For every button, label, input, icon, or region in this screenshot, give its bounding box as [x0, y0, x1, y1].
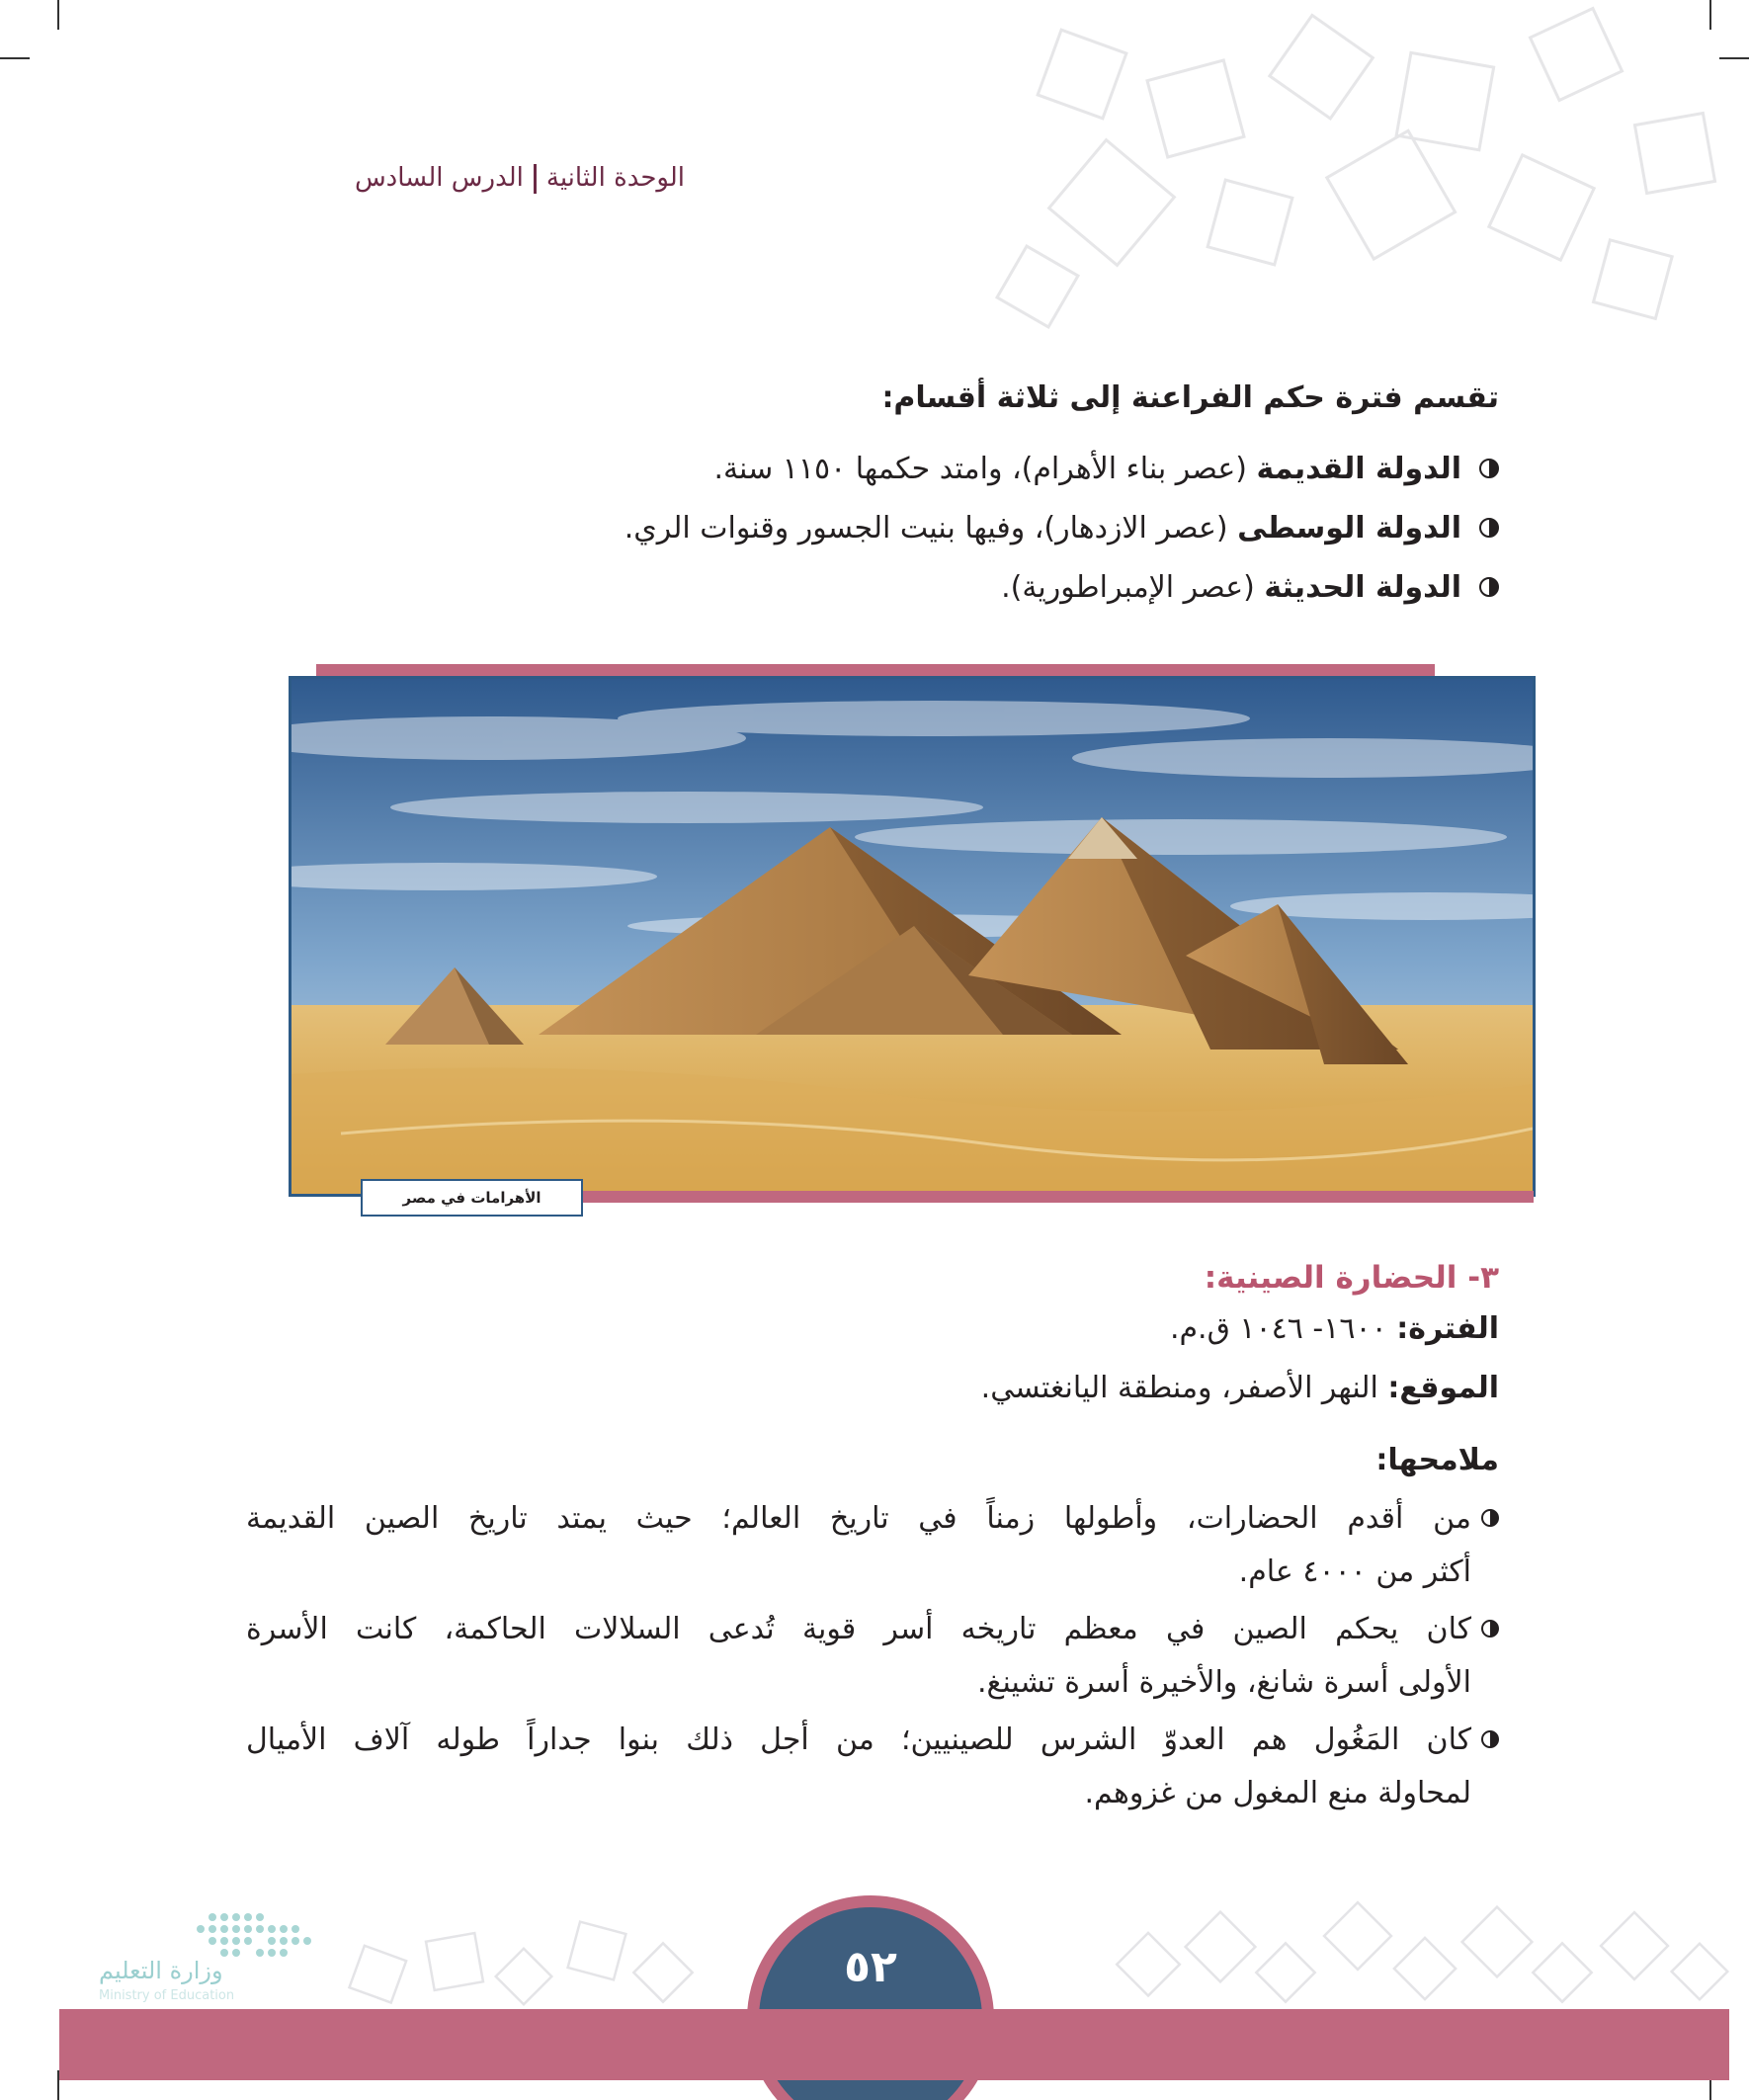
bullet-icon [1479, 577, 1499, 597]
item-text: (عصر الازدهار)، وفيها بنيت الجسور وقنوات الري. [624, 511, 1238, 546]
location-value: النهر الأصفر، ومنطقة اليانغتسي. [980, 1371, 1388, 1405]
section-heading: ٣- الحضارة الصينية: [1204, 1260, 1499, 1296]
bullet-icon [1479, 518, 1499, 538]
features-list [246, 1492, 1499, 1824]
location-label: الموقع: [1387, 1371, 1499, 1405]
bullet-icon [1479, 459, 1499, 478]
header-lesson: الدرس السادس [354, 163, 524, 193]
list-item [412, 440, 1499, 499]
photo-caption: الأهرامات في مصر [361, 1179, 583, 1217]
period-label: الفترة: [1396, 1311, 1499, 1346]
header-unit: الوحدة الثانية [545, 163, 685, 193]
list-item [412, 558, 1499, 618]
item-text: (عصر الإمبراطورية). [1001, 570, 1265, 605]
feature-line: كان المَغُول هم العدوّ الشرس للصينيين؛ من أجل ذلك بنوا جداراً طوله آلاف الأميال [246, 1722, 1471, 1757]
logo-subtext: Ministry of Education [99, 1988, 235, 2003]
feature-line: كان يحكم الصين في معظم تاريخه أسر قوية تُدعى السلالات الحاكمة، كانت الأسرة [246, 1612, 1471, 1646]
period-value: ١٦٠٠- ١٠٤٦ ق.م. [1169, 1311, 1397, 1346]
item-term: الدولة الحديثة [1264, 570, 1461, 605]
page-number: ٥٢ [844, 1942, 897, 1992]
feature-line: لمحاولة منع المغول من غزوهم. [1084, 1776, 1471, 1810]
list-item [412, 499, 1499, 558]
pyramids-photo [289, 676, 1536, 1197]
crop-mark [57, 0, 59, 30]
decorative-pattern-bottom [336, 1883, 1739, 2011]
feature-line: من أقدم الحضارات، وأطولها زمناً في تاريخ العالم؛ حيث يمتد تاريخ الصين القديمة [246, 1501, 1471, 1536]
photo-accent-bar [316, 664, 1435, 676]
feature-line: الأولى أسرة شانغ، والأخيرة أسرة تشينغ. [976, 1665, 1471, 1700]
item-text: (عصر بناء الأهرام)، وامتد حكمها ١١٥٠ سنة. [713, 452, 1257, 486]
bullet-icon [1481, 1509, 1499, 1527]
item-term: الدولة القديمة [1256, 452, 1461, 486]
period-line [610, 1311, 1499, 1346]
location-line [610, 1371, 1499, 1405]
list-item [246, 1714, 1499, 1820]
intro-heading: تقسم فترة حكم الفراعنة إلى ثلاثة أقسام: [881, 380, 1499, 415]
page-header [290, 163, 685, 194]
item-term: الدولة الوسطى [1237, 511, 1461, 546]
list-item [246, 1492, 1499, 1599]
decorative-pattern-top [988, 0, 1749, 336]
header-separator [534, 164, 537, 194]
crop-mark [0, 57, 30, 59]
logo-text: وزارة التعليم [99, 1957, 223, 1984]
bullet-icon [1481, 1730, 1499, 1748]
features-heading: ملامحها: [1375, 1443, 1499, 1477]
intro-list [412, 440, 1499, 618]
photo-accent-bar [583, 1191, 1534, 1203]
list-item [246, 1603, 1499, 1710]
footer-band [59, 2009, 1729, 2080]
feature-line: أكثر من ٤٠٠٠ عام. [1238, 1554, 1471, 1589]
bullet-icon [1481, 1620, 1499, 1638]
